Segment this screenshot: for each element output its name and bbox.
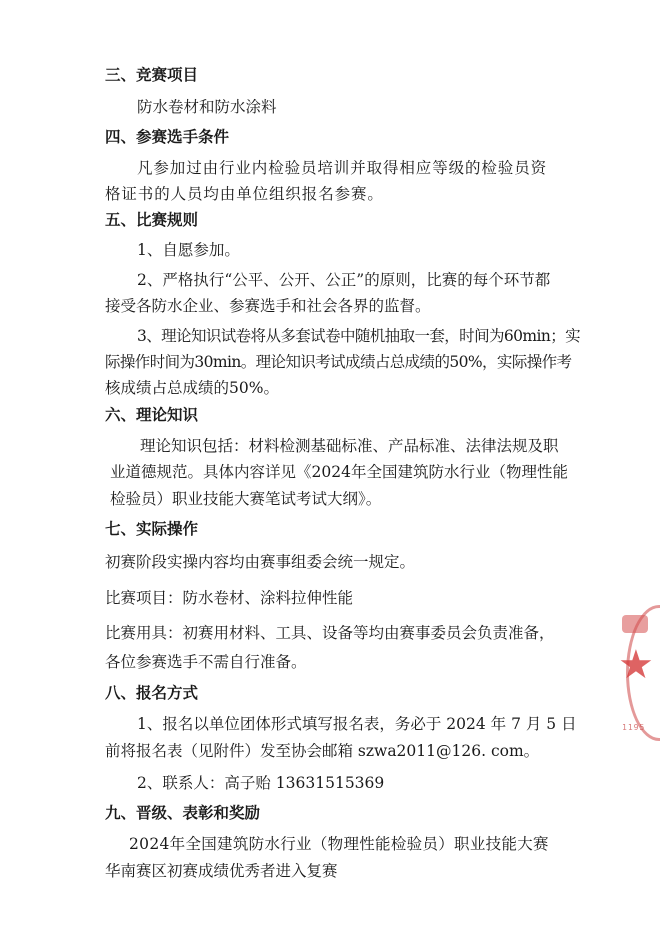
- paragraph-line: 前将报名表（见附件）发至协会邮箱 szwa2011@126. com。: [105, 742, 540, 760]
- red-seal-stamp: [612, 595, 660, 745]
- paragraph-line: 各位参赛选手不需自行准备。: [105, 653, 307, 671]
- rule-item: 2、严格执行“公平、公开、公正”的原则，比赛的每个环节都: [137, 271, 551, 289]
- registration-item: 1、报名以单位团体形式填写报名表，务必于 2024 年 7 月 5 日: [137, 715, 577, 733]
- heading-participant-conditions: 四、参赛选手条件: [105, 128, 230, 146]
- paragraph-line: 理论知识包括：材料检测基础标准、产品标准、法律法规及职: [140, 437, 559, 455]
- rule-item: 1、自愿参加。: [137, 241, 240, 259]
- heading-registration-method: 八、报名方式: [105, 684, 199, 702]
- paragraph-line: 比赛项目：防水卷材、涂料拉伸性能: [105, 589, 354, 607]
- star-icon: ★: [618, 642, 654, 688]
- heading-competition-rules: 五、比赛规则: [105, 211, 199, 229]
- paragraph-line: 2024年全国建筑防水行业（物理性能检验员）职业技能大赛: [129, 835, 549, 853]
- paragraph-line: 检验员）职业技能大赛笔试考试大纲》。: [110, 490, 382, 508]
- registration-item: 2、联系人：高子贻 13631515369: [137, 774, 385, 792]
- paragraph-line: 格证书的人员均由单位组织报名参赛。: [105, 185, 384, 203]
- heading-competition-items: 三、竞赛项目: [105, 66, 199, 84]
- heading-practical-operation: 七、实际操作: [105, 520, 199, 538]
- paragraph-line: 比赛用具：初赛用材料、工具、设备等均由赛事委员会负责准备，: [105, 624, 555, 642]
- paragraph-line: 接受各防水企业、参赛选手和社会各界的监督。: [105, 297, 431, 315]
- paragraph-line: 业道德规范。具体内容详见《2024年全国建筑防水行业（物理性能: [110, 463, 568, 481]
- paragraph-line: 凡参加过由行业内检验员培训并取得相应等级的检验员资: [137, 159, 548, 177]
- rule-item: 3、理论知识试卷将从多套试卷中随机抽取一套，时间为60min；实: [137, 327, 581, 345]
- paragraph-line: 初赛阶段实操内容均由赛事组委会统一规定。: [105, 553, 416, 571]
- seal-digits: 1195: [622, 723, 646, 732]
- paragraph-line: 防水卷材和防水涂料: [137, 98, 277, 116]
- seal-blot: [622, 615, 648, 633]
- paragraph-line: 核成绩占总成绩的50%。: [105, 379, 279, 397]
- paragraph-line: 际操作时间为30min。理论知识考试成绩占总成绩的50%，实际操作考: [105, 353, 572, 371]
- heading-promotion-awards: 九、晋级、表彰和奖励: [105, 804, 261, 822]
- heading-theory-knowledge: 六、理论知识: [105, 406, 199, 424]
- paragraph-line: 华南赛区初赛成绩优秀者进入复赛: [105, 862, 338, 880]
